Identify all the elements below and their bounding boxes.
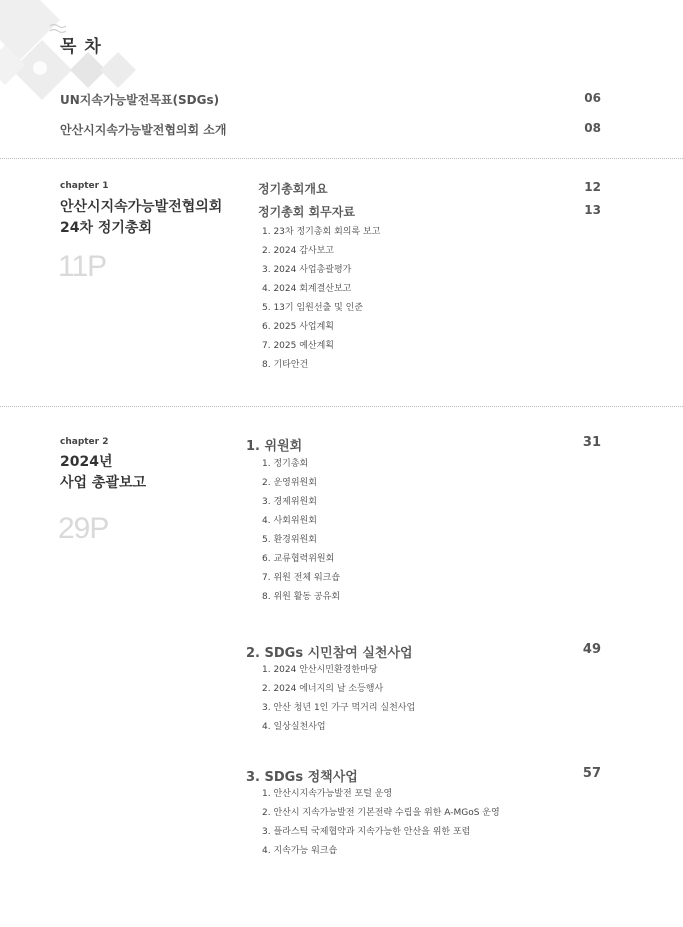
- list-item[interactable]: 1. 안산시지속가능발전 포털 운영: [262, 789, 393, 799]
- chapter2-title-line2: 사업 총괄보고: [60, 475, 147, 491]
- toc-section-citizen-participation[interactable]: [246, 642, 601, 661]
- toc-section-title: 3. SDGs 정책사업: [246, 770, 358, 785]
- list-item[interactable]: 2. 2024 감사보고: [262, 246, 334, 256]
- toc-section-title: 2. SDGs 시민참여 실천사업: [246, 646, 413, 661]
- committee-item-list: [262, 455, 340, 607]
- toc-intro-row-council[interactable]: [60, 121, 601, 138]
- toc-section-meeting-materials[interactable]: [258, 203, 601, 220]
- list-item[interactable]: 4. 지속가능 워크숍: [262, 846, 338, 856]
- list-item[interactable]: 4. 사회위원회: [262, 516, 317, 526]
- list-item[interactable]: 7. 2025 예산계획: [262, 341, 334, 351]
- chapter1-label: chapter 1: [60, 181, 109, 191]
- chapter2-page: 29P: [58, 512, 109, 545]
- toc-section-policy-projects[interactable]: [246, 766, 601, 785]
- toc-intro-row-sdgs[interactable]: [60, 91, 601, 108]
- list-item[interactable]: 4. 2024 회계결산보고: [262, 284, 352, 294]
- list-item[interactable]: 2. 안산시 지속가능발전 기본전략 수립을 위한 A-MGoS 운영: [262, 808, 500, 818]
- divider: [0, 406, 683, 407]
- list-item[interactable]: 3. 안산 청년 1인 가구 먹거리 실천사업: [262, 703, 416, 713]
- chapter1-item-list: [262, 223, 380, 375]
- list-item[interactable]: 2. 2024 에너지의 날 소등행사: [262, 684, 384, 694]
- list-item[interactable]: 3. 경제위원회: [262, 497, 317, 507]
- toc-section-meeting-overview[interactable]: [258, 180, 601, 197]
- list-item[interactable]: 3. 2024 사업총괄평가: [262, 265, 352, 275]
- list-item[interactable]: 6. 2025 사업계획: [262, 322, 334, 332]
- toc-section-committee[interactable]: [246, 435, 601, 454]
- list-item[interactable]: 8. 기타안건: [262, 360, 309, 370]
- list-item[interactable]: 1. 2024 안산시민환경한마당: [262, 665, 378, 675]
- toc-section-title: 정기총회개요: [258, 182, 328, 196]
- chapter1-title-line1: 안산시지속가능발전협의회: [60, 199, 223, 215]
- toc-section-page: 13: [584, 203, 601, 217]
- toc-section-page: 49: [582, 642, 601, 657]
- list-item[interactable]: 5. 환경위원회: [262, 535, 317, 545]
- chapter2-title: [60, 452, 146, 494]
- chapter1-title-line2: 24차 정기총회: [60, 220, 152, 236]
- list-item[interactable]: 8. 위원 활동 공유회: [262, 592, 341, 602]
- policy-item-list: [262, 785, 500, 861]
- toc-section-title: 1. 위원회: [246, 439, 303, 454]
- list-item[interactable]: 5. 13기 임원선출 및 인준: [262, 303, 364, 313]
- divider: [0, 158, 683, 159]
- list-item[interactable]: 1. 정기총회: [262, 459, 309, 469]
- citizen-item-list: [262, 661, 415, 737]
- toc-entry-label: 안산시지속가능발전협의회 소개: [60, 123, 227, 137]
- chapter1-title: [60, 197, 222, 239]
- toc-entry-page: 06: [584, 91, 601, 105]
- toc-entry-page: 08: [584, 121, 601, 135]
- list-item[interactable]: 7. 위원 전체 워크숍: [262, 573, 341, 583]
- chapter2-label: chapter 2: [60, 437, 109, 447]
- list-item[interactable]: 2. 운영위원회: [262, 478, 317, 488]
- toc-entry-label: UN지속가능발전목표(SDGs): [60, 93, 220, 107]
- toc-section-title: 정기총회 회무자료: [258, 205, 355, 219]
- list-item[interactable]: 4. 일상실천사업: [262, 722, 326, 732]
- toc-section-page: 57: [582, 766, 601, 781]
- page-title: 목 차: [60, 37, 102, 57]
- chapter1-page: 11P: [58, 250, 107, 283]
- chapter2-title-line1: 2024년: [60, 454, 113, 470]
- toc-section-page: 12: [584, 180, 601, 194]
- list-item[interactable]: 6. 교류협력위원회: [262, 554, 335, 564]
- list-item[interactable]: 1. 23차 정기총회 회의록 보고: [262, 227, 381, 237]
- list-item[interactable]: 3. 플라스틱 국제협약과 지속가능한 안산을 위한 포럼: [262, 827, 471, 837]
- toc-section-page: 31: [582, 435, 601, 450]
